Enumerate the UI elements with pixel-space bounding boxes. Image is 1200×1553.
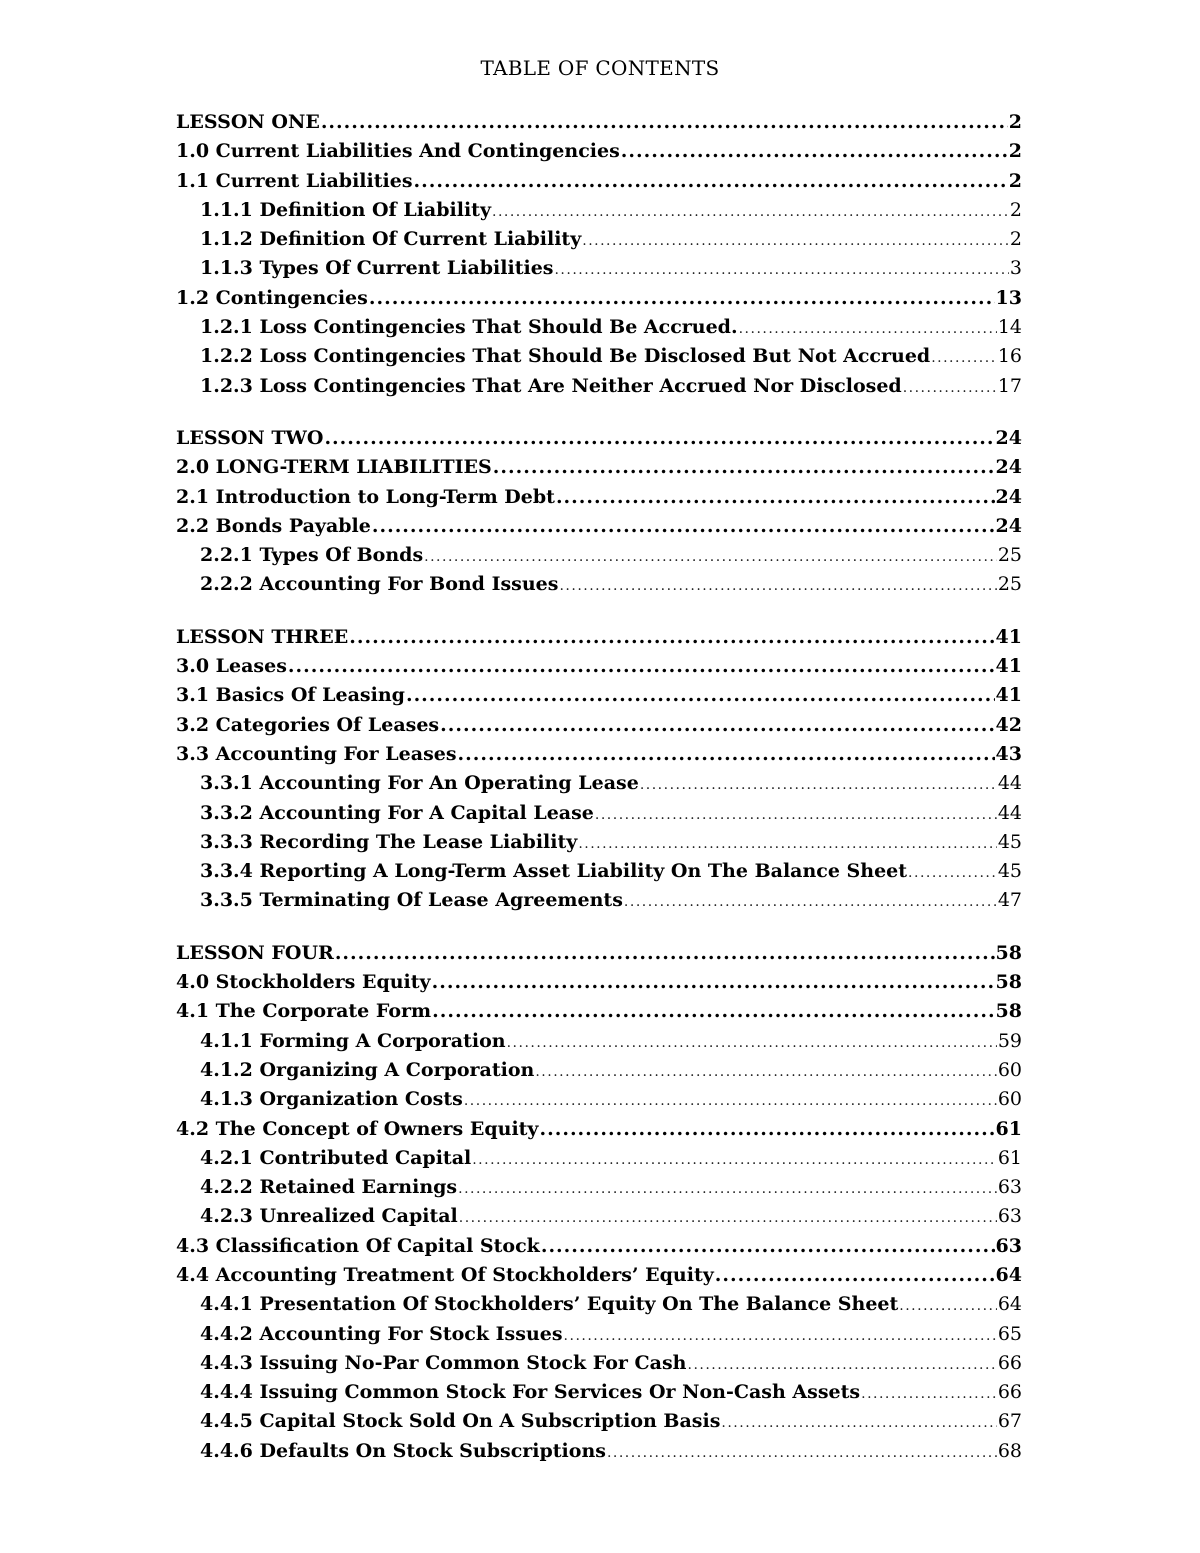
- toc-entry-label: 4.2 The Concept of Owners Equity: [176, 1117, 539, 1140]
- toc-page-number: 68: [997, 1439, 1022, 1462]
- dot-leader: [458, 1175, 997, 1204]
- toc-section: [176, 939, 1022, 1466]
- dot-leader: [595, 801, 997, 830]
- toc-page-number: 2: [1008, 111, 1022, 133]
- toc-page-number: 61: [995, 1117, 1022, 1140]
- toc-entry[interactable]: [176, 740, 1022, 769]
- toc-subentry[interactable]: [176, 1173, 1022, 1202]
- toc-entry-label: 1.2 Contingencies: [176, 286, 368, 309]
- dot-leader: [424, 543, 997, 572]
- toc-page-number: 60: [997, 1058, 1022, 1081]
- toc-page-number: 64: [997, 1293, 1022, 1316]
- toc-subentry[interactable]: [176, 254, 1022, 283]
- dot-leader: [539, 1115, 994, 1144]
- toc-entry-label: 4.1 The Corporate Form: [176, 1000, 432, 1023]
- toc-page-number: 65: [997, 1322, 1022, 1345]
- toc-page-number: 63: [995, 1234, 1022, 1257]
- dot-leader: [414, 167, 1008, 196]
- dot-leader: [324, 424, 994, 453]
- toc-entry-label: 4.4.6 Defaults On Stock Subscriptions: [200, 1439, 606, 1462]
- dot-leader: [556, 483, 995, 512]
- toc-page-number: 2: [1009, 198, 1022, 221]
- dot-leader: [721, 1409, 996, 1438]
- toc-entry-label: 4.1.2 Organizing A Corporation: [200, 1058, 535, 1081]
- toc-subentry[interactable]: [176, 372, 1022, 401]
- dot-leader: [541, 1232, 995, 1261]
- toc-page-number: 41: [995, 625, 1022, 648]
- toc-page-number: 61: [997, 1146, 1022, 1169]
- toc-entry-label: 4.1.3 Organization Costs: [200, 1088, 463, 1111]
- toc-subentry[interactable]: [176, 570, 1022, 599]
- dot-leader: [715, 1261, 995, 1290]
- toc-subentry[interactable]: [176, 1027, 1022, 1056]
- dot-leader: [564, 1322, 997, 1351]
- toc-subentry[interactable]: [176, 828, 1022, 857]
- toc-subentry[interactable]: [176, 342, 1022, 371]
- toc-page-number: 58: [995, 1000, 1022, 1023]
- toc-page-number: 58: [995, 971, 1022, 994]
- toc-subentry[interactable]: [176, 1378, 1022, 1407]
- toc-page-number: 45: [997, 860, 1022, 883]
- toc-entry-label: 2.2.1 Types Of Bonds: [200, 544, 424, 567]
- toc-entry[interactable]: [176, 1261, 1022, 1290]
- dot-leader: [369, 284, 995, 313]
- dot-leader: [582, 227, 1009, 256]
- toc-entry-label: 2.1 Introduction to Long-Term Debt: [176, 485, 555, 508]
- table-of-contents: [176, 108, 1022, 1466]
- toc-page-number: 41: [995, 655, 1022, 678]
- dot-leader: [440, 711, 994, 740]
- toc-entry[interactable]: [176, 424, 1022, 453]
- toc-subentry[interactable]: [176, 1407, 1022, 1436]
- toc-page-number: 2: [1009, 228, 1022, 251]
- toc-subentry[interactable]: [176, 313, 1022, 342]
- toc-entry-label: 3.0 Leases: [176, 655, 287, 678]
- toc-entry-label: 1.1.3 Types Of Current Liabilities: [200, 257, 554, 280]
- toc-entry-label: 2.2 Bonds Payable: [176, 514, 371, 537]
- toc-page-number: 64: [995, 1263, 1022, 1286]
- toc-subentry[interactable]: [176, 799, 1022, 828]
- toc-entry-label: 3.3 Accounting For Leases: [176, 742, 457, 765]
- dot-leader: [321, 108, 1008, 137]
- toc-page-number: 13: [995, 286, 1022, 309]
- toc-page-number: 42: [995, 713, 1022, 736]
- dot-leader: [554, 256, 1008, 285]
- toc-entry-label: 3.3.1 Accounting For An Operating Lease: [200, 772, 639, 795]
- toc-section: [176, 424, 1022, 600]
- toc-entry-label: 4.4.1 Presentation Of Stockholders’ Equity On The Balance Sheet: [200, 1293, 899, 1316]
- dot-leader: [464, 1087, 997, 1116]
- toc-entry-label: 3.3.5 Terminating Of Lease Agreements: [200, 889, 623, 912]
- toc-page-number: 2: [1008, 140, 1022, 163]
- dot-leader: [861, 1380, 997, 1409]
- toc-entry-label: 2.2.2 Accounting For Bond Issues: [200, 573, 559, 596]
- dot-leader: [578, 830, 997, 859]
- toc-entry[interactable]: [176, 968, 1022, 997]
- toc-entry[interactable]: [176, 483, 1022, 512]
- toc-page-number: 66: [997, 1351, 1022, 1374]
- toc-entry-label: LESSON THREE: [176, 625, 349, 648]
- toc-entry-label: LESSON TWO: [176, 426, 324, 449]
- toc-entry-label: 4.4.5 Capital Stock Sold On A Subscription Basis: [200, 1410, 721, 1433]
- toc-page-number: 43: [995, 742, 1022, 765]
- dot-leader: [372, 512, 995, 541]
- toc-entry[interactable]: [176, 137, 1022, 166]
- toc-entry-label: 3.1 Basics Of Leasing: [176, 684, 405, 707]
- toc-entry[interactable]: [176, 453, 1022, 482]
- toc-page-number: 44: [997, 801, 1022, 824]
- dot-leader: [739, 315, 997, 344]
- dot-leader: [507, 1029, 997, 1058]
- toc-entry[interactable]: [176, 652, 1022, 681]
- toc-subentry[interactable]: [176, 857, 1022, 886]
- toc-entry[interactable]: [176, 108, 1022, 137]
- toc-entry-label: 1.2.2 Loss Contingencies That Should Be Disclosed But Not Accrued: [200, 345, 931, 368]
- dot-leader: [406, 681, 995, 710]
- toc-entry-label: 3.3.3 Recording The Lease Liability: [200, 830, 578, 853]
- toc-subentry[interactable]: [176, 1202, 1022, 1231]
- toc-page-number: 25: [997, 573, 1022, 596]
- toc-page-number: 24: [995, 514, 1022, 537]
- toc-page-number: 2: [1008, 169, 1022, 192]
- toc-entry-label: 3.3.2 Accounting For A Capital Lease: [200, 801, 594, 824]
- toc-page-number: 63: [997, 1176, 1022, 1199]
- dot-leader: [621, 137, 1008, 166]
- toc-entry-label: 2.0 LONG-TERM LIABILITIES: [176, 456, 492, 479]
- toc-entry-label: 4.2.2 Retained Earnings: [200, 1176, 458, 1199]
- toc-entry[interactable]: [176, 512, 1022, 541]
- toc-subentry[interactable]: [176, 1290, 1022, 1319]
- toc-page-number: 17: [997, 374, 1022, 397]
- toc-page-number: 16: [997, 345, 1022, 368]
- toc-entry-label: 4.3 Classification Of Capital Stock: [176, 1234, 540, 1257]
- toc-entry[interactable]: [176, 1115, 1022, 1144]
- toc-entry[interactable]: [176, 939, 1022, 968]
- toc-entry-label: LESSON FOUR: [176, 941, 334, 964]
- toc-subentry[interactable]: [176, 1056, 1022, 1085]
- toc-page-number: 60: [997, 1088, 1022, 1111]
- dot-leader: [607, 1439, 997, 1468]
- toc-subentry[interactable]: [176, 1144, 1022, 1173]
- dot-leader: [458, 740, 995, 769]
- dot-leader: [688, 1351, 997, 1380]
- toc-page-number: 24: [995, 456, 1022, 479]
- toc-entry-label: 4.4.4 Issuing Common Stock For Services Or Non-Cash Assets: [200, 1381, 861, 1404]
- dot-leader: [903, 374, 997, 403]
- toc-entry[interactable]: [176, 997, 1022, 1026]
- toc-entry-label: LESSON ONE: [176, 111, 320, 133]
- dot-leader: [535, 1058, 996, 1087]
- toc-entry-label: 1.0 Current Liabilities And Contingencies: [176, 140, 620, 163]
- toc-entry-label: 4.4.3 Issuing No-Par Common Stock For Cash: [200, 1351, 687, 1374]
- toc-page-number: 14: [997, 316, 1022, 339]
- toc-subentry[interactable]: [176, 1437, 1022, 1466]
- toc-entry[interactable]: [176, 681, 1022, 710]
- toc-page-number: 58: [995, 941, 1022, 964]
- toc-entry-label: 3.3.4 Reporting A Long-Term Asset Liability On The Balance Sheet: [200, 860, 908, 883]
- dot-leader: [899, 1292, 997, 1321]
- toc-page-number: 45: [997, 830, 1022, 853]
- toc-page-number: 67: [997, 1410, 1022, 1433]
- toc-page-number: 3: [1009, 257, 1022, 280]
- dot-leader: [288, 652, 995, 681]
- toc-entry-label: 1.2.1 Loss Contingencies That Should Be Accrued.: [200, 316, 738, 339]
- toc-entry-label: 1.2.3 Loss Contingencies That Are Neither Accrued Nor Disclosed: [200, 374, 902, 397]
- toc-subentry[interactable]: [176, 1320, 1022, 1349]
- toc-subentry[interactable]: [176, 886, 1022, 915]
- toc-subentry[interactable]: [176, 541, 1022, 570]
- toc-section: [176, 623, 1022, 916]
- dot-leader: [459, 1204, 997, 1233]
- dot-leader: [432, 968, 995, 997]
- toc-subentry[interactable]: [176, 1349, 1022, 1378]
- toc-entry-label: 4.4.2 Accounting For Stock Issues: [200, 1322, 563, 1345]
- toc-entry-label: 4.0 Stockholders Equity: [176, 971, 431, 994]
- dot-leader: [493, 453, 995, 482]
- toc-entry-label: 1.1 Current Liabilities: [176, 169, 413, 192]
- dot-leader: [492, 198, 1009, 227]
- dot-leader: [931, 344, 997, 373]
- dot-leader: [432, 997, 994, 1026]
- toc-subentry[interactable]: [176, 196, 1022, 225]
- dot-leader: [908, 859, 997, 888]
- toc-entry-label: 4.2.1 Contributed Capital: [200, 1146, 472, 1169]
- toc-entry-label: 4.1.1 Forming A Corporation: [200, 1029, 506, 1052]
- toc-page-number: 25: [997, 544, 1022, 567]
- toc-page-number: 47: [997, 889, 1022, 912]
- toc-entry-label: 3.2 Categories Of Leases: [176, 713, 440, 736]
- toc-entry-label: 1.1.1 Definition Of Liability: [200, 198, 491, 221]
- toc-section: [176, 108, 1022, 401]
- toc-page-number: 63: [997, 1205, 1022, 1228]
- toc-entry[interactable]: [176, 1232, 1022, 1261]
- dot-leader: [335, 939, 995, 968]
- dot-leader: [640, 771, 997, 800]
- toc-entry-label: 4.2.3 Unrealized Capital: [200, 1205, 458, 1228]
- toc-page-number: 44: [997, 772, 1022, 795]
- dot-leader: [472, 1146, 997, 1175]
- page-title: TABLE OF CONTENTS: [480, 56, 720, 80]
- toc-page-number: 24: [995, 426, 1022, 449]
- toc-entry[interactable]: [176, 284, 1022, 313]
- toc-subentry[interactable]: [176, 225, 1022, 254]
- toc-entry-label: 1.1.2 Definition Of Current Liability: [200, 228, 582, 251]
- toc-entry[interactable]: [176, 711, 1022, 740]
- toc-entry[interactable]: [176, 167, 1022, 196]
- toc-subentry[interactable]: [176, 769, 1022, 798]
- toc-page-number: 59: [997, 1029, 1022, 1052]
- toc-page-number: 66: [997, 1381, 1022, 1404]
- dot-leader: [624, 888, 997, 917]
- dot-leader: [349, 623, 994, 652]
- toc-subentry[interactable]: [176, 1085, 1022, 1114]
- toc-entry[interactable]: [176, 623, 1022, 652]
- toc-entry-label: 4.4 Accounting Treatment Of Stockholders’ Equity: [176, 1263, 714, 1286]
- toc-page-number: 24: [995, 485, 1022, 508]
- toc-page-number: 41: [995, 684, 1022, 707]
- dot-leader: [559, 572, 996, 601]
